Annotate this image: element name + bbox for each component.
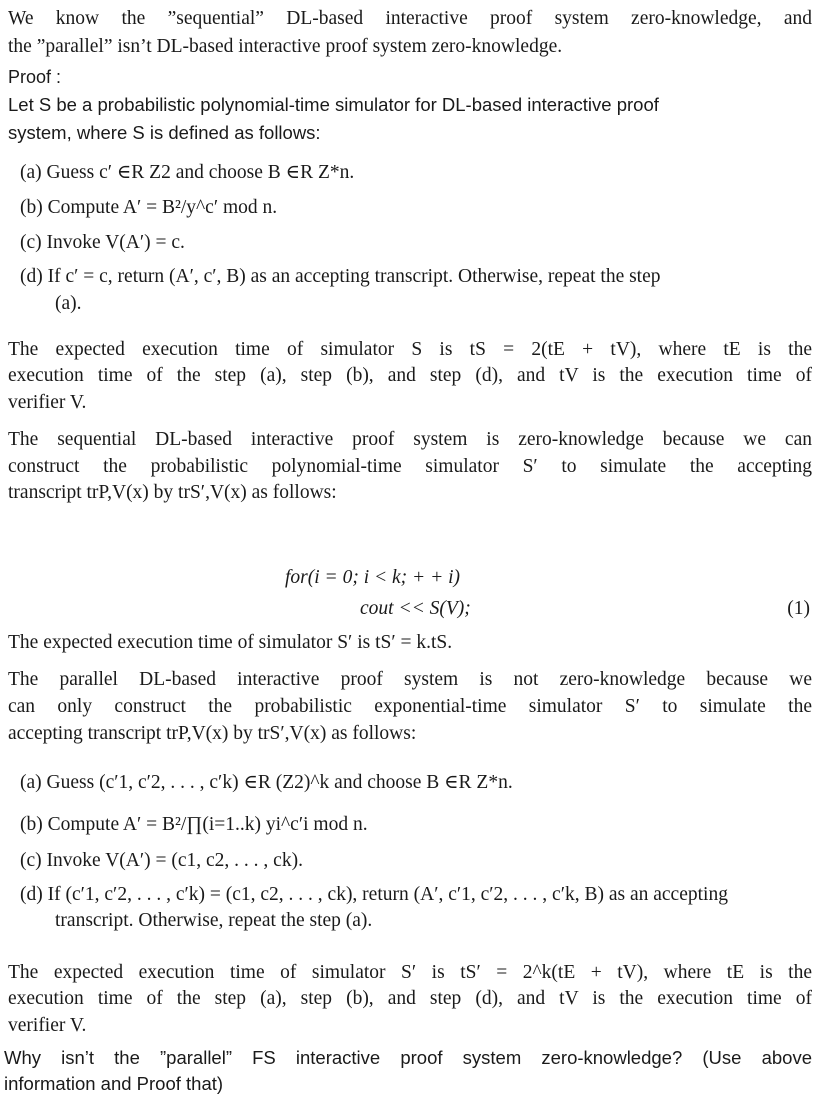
step-text: Compute A′ = B²/∏(i=1..k) yi^c′i mod n. bbox=[47, 814, 368, 835]
parallel-step-a bbox=[20, 770, 812, 796]
step-label: (d) bbox=[20, 266, 43, 287]
step-text: Compute A′ = B²/y^c′ mod n. bbox=[47, 197, 278, 218]
equation-for-loop: for(i = 0; i < k; + + i) bbox=[285, 567, 461, 588]
parallel-step-b bbox=[20, 812, 812, 838]
step-text: Guess (c′1, c′2, . . . , c′k) ∈R (Z2)^k and choose B ∈R Z*n. bbox=[46, 772, 513, 793]
sequential-line-2: construct the probabilistic polynomial-time simulator S′ to simulate the accepting bbox=[8, 456, 812, 477]
final-question-line-2: information and Proof that) bbox=[4, 1073, 224, 1094]
parallel-step-d-continuation: transcript. Otherwise, repeat the step (a). bbox=[55, 910, 373, 931]
expected-time-par-line-1: The expected execution time of simulator S′ is tS′ = 2^k(tE + tV), where tE is the bbox=[8, 962, 812, 983]
step-d-continuation: (a). bbox=[55, 293, 82, 314]
step-label: (c) bbox=[20, 850, 42, 871]
parallel-step-c bbox=[20, 848, 812, 874]
parallel-line-2: can only construct the probabilistic exponential-time simulator S′ to simulate the bbox=[8, 696, 812, 717]
expected-time-par-line-2: execution time of the step (a), step (b), and step (d), and tV is the execution time of bbox=[8, 988, 812, 1009]
equation-number: (1) bbox=[787, 598, 810, 619]
expected-time-par-line-3: verifier V. bbox=[8, 1015, 87, 1036]
step-label: (a) bbox=[20, 772, 42, 793]
equation-cout: cout << S(V); bbox=[360, 598, 471, 619]
step-d bbox=[20, 264, 812, 290]
simulator-intro-line-2: system, where S is defined as follows: bbox=[8, 122, 321, 143]
step-text: Invoke V(A′) = (c1, c2, . . . , ck). bbox=[46, 850, 303, 871]
sequential-line-3: transcript trP,V(x) by trS′,V(x) as follows: bbox=[8, 482, 337, 503]
step-label: (b) bbox=[20, 197, 43, 218]
expected-time-s-line-3: verifier V. bbox=[8, 392, 87, 413]
expected-time-s-prime-seq: The expected execution time of simulator S′ is tS′ = k.tS. bbox=[8, 632, 453, 653]
parallel-line-1: The parallel DL-based interactive proof system is not zero-knowledge because we bbox=[8, 669, 812, 690]
parallel-step-d bbox=[20, 882, 812, 908]
question-line-1: We know the ”sequential” DL-based interactive proof system zero-knowledge, and bbox=[8, 8, 812, 29]
step-text: Guess c′ ∈R Z2 and choose B ∈R Z*n. bbox=[46, 162, 355, 183]
simulator-intro-line-1: Let S be a probabilistic polynomial-time simulator for DL-based interactive proof bbox=[8, 94, 659, 115]
step-b bbox=[20, 195, 812, 221]
final-question-line-1: Why isn’t the ”parallel” FS interactive proof system zero-knowledge? (Use above bbox=[4, 1047, 812, 1068]
expected-time-s-line-1: The expected execution time of simulator S is tS = 2(tE + tV), where tE is the bbox=[8, 339, 812, 360]
step-a bbox=[20, 160, 812, 186]
step-label: (d) bbox=[20, 884, 43, 905]
step-text: If c′ = c, return (A′, c′, B) as an accepting transcript. Otherwise, repeat the step bbox=[47, 266, 661, 287]
proof-label: Proof : bbox=[8, 67, 62, 87]
step-text: Invoke V(A′) = c. bbox=[46, 232, 185, 253]
step-label: (b) bbox=[20, 814, 43, 835]
expected-time-s-line-2: execution time of the step (a), step (b), and step (d), and tV is the execution time of bbox=[8, 365, 812, 386]
step-label: (a) bbox=[20, 162, 42, 183]
step-label: (c) bbox=[20, 232, 42, 253]
sequential-line-1: The sequential DL-based interactive proof system is zero-knowledge because we can bbox=[8, 429, 812, 450]
step-c bbox=[20, 230, 812, 256]
parallel-line-3: accepting transcript trP,V(x) by trS′,V(x) as follows: bbox=[8, 723, 417, 744]
step-text: If (c′1, c′2, . . . , c′k) = (c1, c2, . . . , ck), return (A′, c′1, c′2, . . . , c′k, B) as an accepting bbox=[47, 884, 728, 905]
question-line-2: the ”parallel” isn’t DL-based interactive proof system zero-knowledge. bbox=[8, 36, 563, 57]
